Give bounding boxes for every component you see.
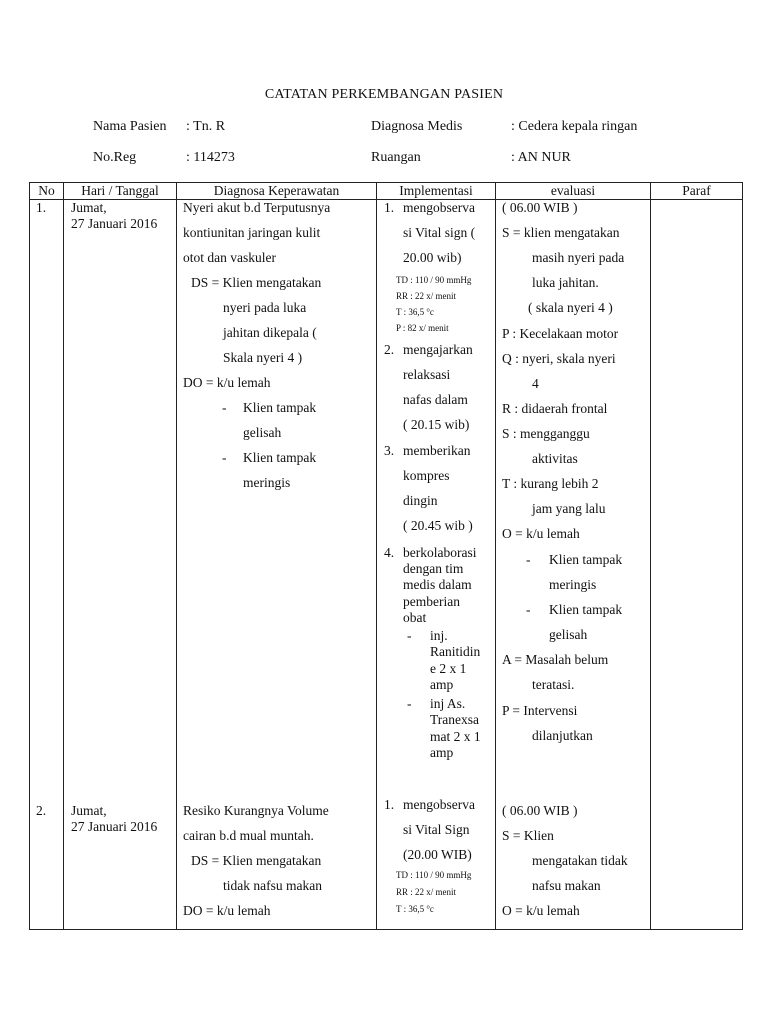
diagnosis-text: cairan b.d mual muntah. [183,828,314,843]
bullet-dash: - [407,628,412,643]
diagnosis-text: tidak nafsu makan [223,878,322,893]
evaluation-text: aktivitas [532,451,578,466]
evaluation-text: Klien tampak [549,602,623,617]
evaluation-text: Klien tampak [549,552,623,567]
table-header-row [30,183,743,200]
evaluation-text: ( skala nyeri 4 ) [528,300,613,315]
row-implementation-cell [377,200,496,930]
row-number: 1. [36,200,47,215]
row-signature-cell [651,200,743,930]
row-nursing-diagnosis-cell [177,200,377,930]
progress-notes-table [29,182,743,930]
evaluation-text: jam yang lalu [532,501,606,516]
subjective-data: DS = Klien mengatakan [191,853,322,868]
implementation-text: si Vital sign ( [403,225,476,240]
medication-text: e 2 x 1 [430,661,467,676]
implementation-text: mengobserva [403,797,475,812]
row-number: 2. [36,803,47,818]
medication-text: amp [430,677,454,692]
column-header-nursing-diagnosis: Diagnosa Keperawatan [177,183,377,200]
evaluation-text: meringis [549,577,597,592]
evaluation-text: nafsu makan [532,878,601,893]
diagnosis-text: meringis [243,475,291,490]
evaluation-text: luka jahitan. [532,275,599,290]
implementation-text: berkolaborasi [403,545,477,560]
evaluation-text: S = Klien [502,828,554,843]
evaluation-text: T : kurang lebih 2 [502,476,599,491]
diagnosis-text: otot dan vaskuler [183,250,276,265]
step-number: 4. [384,545,395,560]
implementation-text: memberikan [403,443,471,458]
vital-p: P : 82 x/ menit [396,323,449,333]
evaluation-text: ( 06.00 WIB ) [502,803,578,818]
implementation-text: mengajarkan [403,342,473,357]
diagnosis-text: Klien tampak [243,400,317,415]
evaluation-text: O = k/u lemah [502,903,580,918]
diagnosis-text: nyeri pada luka [223,300,307,315]
row-date: 27 Januari 2016 [71,216,158,231]
row-day: Jumat, [71,200,107,215]
page-title: CATATAN PERKEMBANGAN PASIEN [264,87,504,102]
implementation-text: mengobserva [403,200,475,215]
row-date: 27 Januari 2016 [71,819,158,834]
implementation-text: medis dalam [403,577,472,592]
diagnosis-text: Klien tampak [243,450,317,465]
bullet-dash: - [222,400,227,415]
subjective-data: DS = Klien mengatakan [191,275,322,290]
implementation-text: (20.00 WIB) [403,847,472,862]
step-number: 2. [384,342,395,357]
vital-rr: RR : 22 x/ menit [396,291,457,301]
column-header-signature: Paraf [651,183,743,200]
row-no-cell [30,200,64,930]
evaluation-text: R : didaerah frontal [502,401,608,416]
medication-text: mat 2 x 1 [430,729,481,744]
diagnosis-text: gelisah [243,425,282,440]
objective-data: DO = k/u lemah [183,375,271,390]
evaluation-text: A = Masalah belum [502,652,609,667]
implementation-text: ( 20.15 wib) [403,417,470,432]
medication-text: amp [430,745,454,760]
evaluation-text: Q : nyeri, skala nyeri [502,351,616,366]
implementation-text: si Vital Sign [403,822,470,837]
evaluation-text: P : Kecelakaan motor [502,326,619,341]
bullet-dash: - [222,450,227,465]
implementation-text: pemberian [403,594,460,609]
row-evaluation-cell [496,200,651,930]
medical-diagnosis-label: Diagnosa Medis [371,119,463,134]
column-header-implementation: Implementasi [377,183,496,200]
evaluation-text: S : mengganggu [502,426,590,441]
reg-number-label: No.Reg [93,150,137,165]
column-header-no: No [30,183,64,200]
objective-data: DO = k/u lemah [183,903,271,918]
medication-text: Ranitidin [430,644,481,659]
medical-diagnosis-value: : Cedera kepala ringan [511,119,638,134]
row-date-cell [64,200,177,930]
medication-text: Tranexsa [430,712,479,727]
table-row [30,200,743,930]
evaluation-text: dilanjutkan [532,728,593,743]
evaluation-text: masih nyeri pada [532,250,625,265]
patient-name-value: : Tn. R [186,119,226,134]
implementation-text: relaksasi [403,367,451,382]
vital-t: T : 36,5 °c [396,904,434,914]
step-number: 1. [384,797,395,812]
room-value: : AN NUR [511,150,571,165]
medication-text: inj. [430,628,448,643]
vital-t: T : 36,5 °c [396,307,434,317]
medication-text: inj As. [430,696,466,711]
vital-td: TD : 110 / 90 mmHg [396,275,472,285]
column-header-evaluation: evaluasi [496,183,651,200]
patient-name-label: Nama Pasien [93,119,167,134]
evaluation-text: 4 [532,376,539,391]
column-header-date: Hari / Tanggal [64,183,177,200]
diagnosis-text: Skala nyeri 4 ) [223,350,303,365]
implementation-text: obat [403,610,427,625]
implementation-text: ( 20.45 wib ) [403,518,473,533]
diagnosis-text: kontiunitan jaringan kulit [183,225,321,240]
evaluation-text: ( 06.00 WIB ) [502,200,578,215]
diagnosis-text: jahitan dikepala ( [223,325,317,340]
evaluation-text: gelisah [549,627,588,642]
bullet-dash: - [526,602,531,617]
step-number: 3. [384,443,395,458]
evaluation-text: mengatakan tidak [532,853,628,868]
implementation-text: 20.00 wib) [403,250,462,265]
implementation-text: nafas dalam [403,392,468,407]
bullet-dash: - [526,552,531,567]
vital-rr: RR : 22 x/ menit [396,887,457,897]
diagnosis-text: Nyeri akut b.d Terputusnya [183,200,331,215]
implementation-text: kompres [403,468,450,483]
room-label: Ruangan [371,150,421,165]
vital-td: TD : 110 / 90 mmHg [396,870,472,880]
evaluation-text: P = Intervensi [502,703,578,718]
row-day: Jumat, [71,803,107,818]
evaluation-text: O = k/u lemah [502,526,580,541]
evaluation-text: teratasi. [532,677,575,692]
implementation-text: dingin [403,493,438,508]
bullet-dash: - [407,696,412,711]
evaluation-text: S = klien mengatakan [502,225,620,240]
diagnosis-text: Resiko Kurangnya Volume [183,803,329,818]
implementation-text: dengan tim [403,561,464,576]
step-number: 1. [384,200,395,215]
reg-number-value: : 114273 [186,150,235,165]
